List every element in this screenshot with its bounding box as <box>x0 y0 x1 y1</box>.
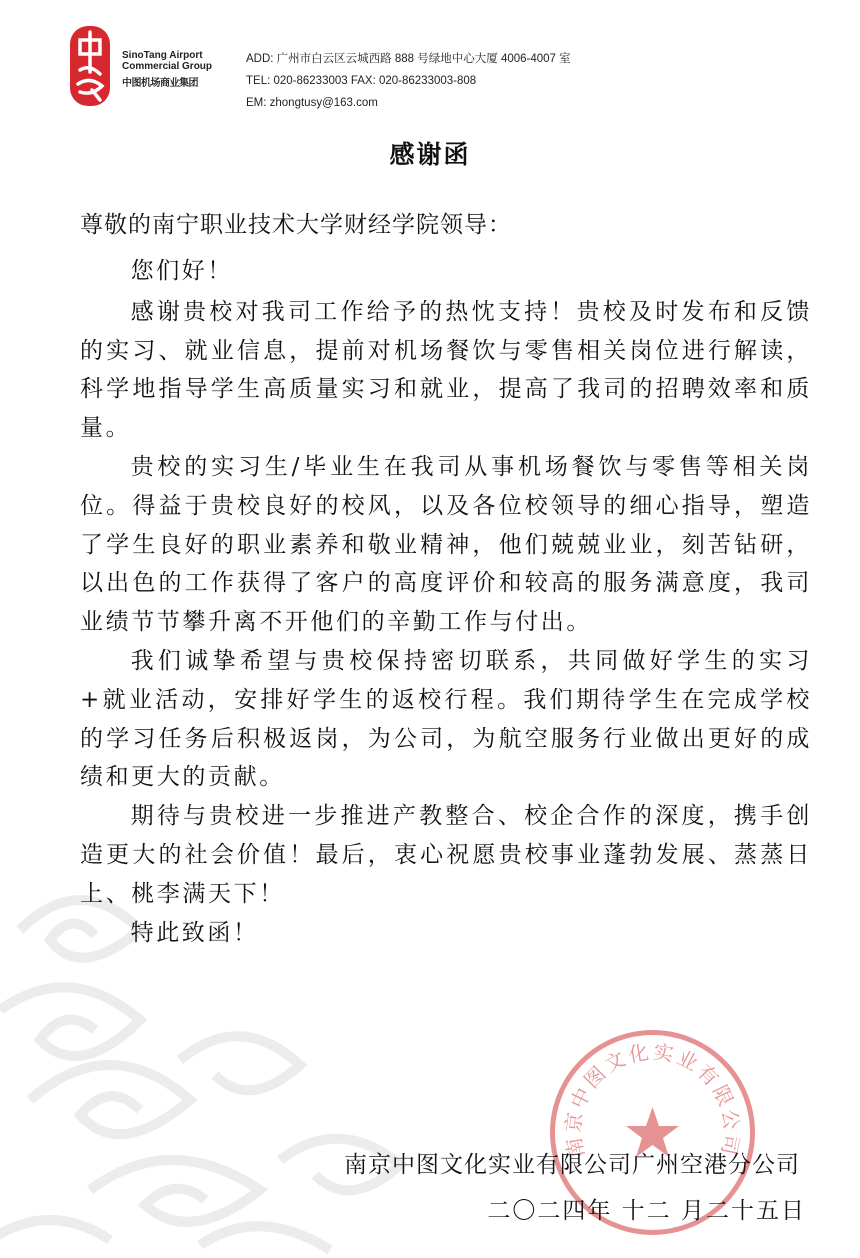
greeting: 您们好！ <box>130 258 233 284</box>
seal-text: 南京中图文化实业有限公司 <box>560 1039 745 1160</box>
paragraph-3: 我们诚挚希望与贵校保持密切联系，共同做好学生的实习+就业活动，安排好学生的返校行程。我们期待学生在完成学校的学习任务后积极返岗，为公司，为航空服务行业做出更好的成绩和更大的贡献。 <box>80 647 812 791</box>
salutation: 尊敬的南宁职业技术大学财经学院领导： <box>80 212 512 238</box>
paragraph-1: 感谢贵校对我司工作给予的热忱支持！贵校及时发布和反馈的实习、就业信息，提前对机场餐饮与零售相关岗位进行解读，科学地指导学生高质量实习和就业，提高了我司的招聘效率和质量。 <box>80 298 812 442</box>
brand-chinese-name: 中图机场商业集团 <box>122 78 198 89</box>
paragraph-2: 贵校的实习生/毕业生在我司从事机场餐饮与零售等相关岗位。得益于贵校良好的校风，以及各位校领导的细心指导，塑造了学生良好的职业素养和敬业精神，他们兢兢业业，刻苦钻研，以出色的工作获得了客户的高度评价和较高的服务满意度，我司业绩节节攀升离不开他们的辛勤工作与付出。 <box>80 453 812 636</box>
tel-fax-line: TEL: 020-86233003 FAX: 020-86233003-808 <box>246 75 477 87</box>
letter-title: 感谢函 <box>389 140 471 169</box>
email-line: EM: zhongtusy@163.com <box>246 97 378 109</box>
brand-block <box>122 50 222 89</box>
brand-english-name: SinoTang Airport Commercial Group <box>122 50 213 72</box>
contact-info <box>246 48 571 114</box>
company-logo <box>62 24 118 108</box>
closing: 特此致函！ <box>130 919 259 946</box>
signature-company: 南京中图文化实业有限公司广州空港分公司 <box>344 1152 800 1178</box>
signature-date: 二〇二四年 十二 月二十五日 <box>487 1198 806 1224</box>
paragraph-4: 期待与贵校进一步推进产教整合、校企合作的深度，携手创造更大的社会价值！最后，衷心祝愿贵校事业蓬勃发展、蒸蒸日上、桃李满天下！ <box>80 803 812 907</box>
letter-body <box>80 252 812 952</box>
address-line: ADD: 广州市白云区云城西路 888 号绿地中心大厦 4006-4007 室 <box>246 53 571 65</box>
